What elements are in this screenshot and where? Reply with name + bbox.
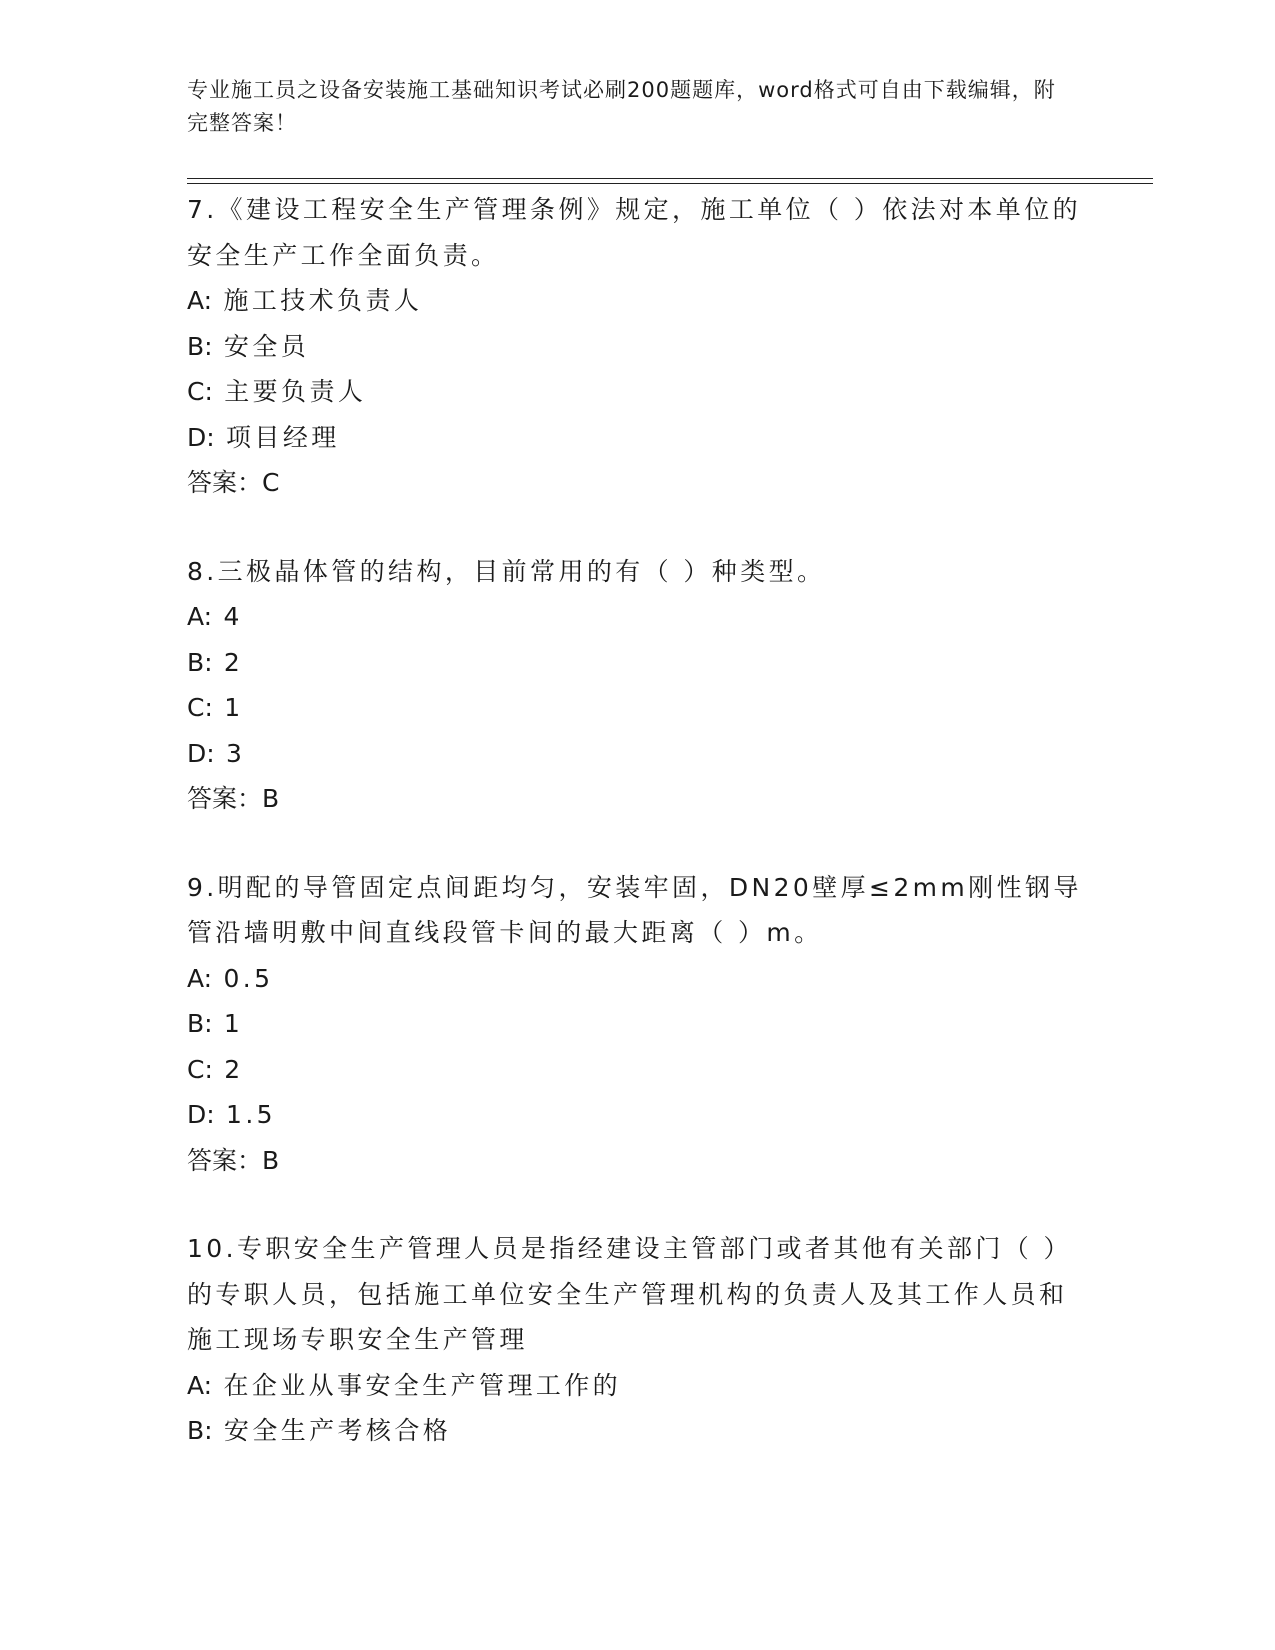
option-d (187, 1092, 1087, 1138)
option-letter: C: (187, 377, 213, 406)
question-10 (187, 1226, 1087, 1454)
question-stem: 7.《建设工程安全生产管理条例》规定，施工单位（ ）依法对本单位的安全生产工作全面负责。 (187, 195, 1082, 270)
answer-line (187, 460, 1087, 506)
option-letter: A: (187, 963, 213, 993)
option-letter: D: (187, 422, 215, 452)
option-text: 2 (212, 647, 244, 677)
option-a (187, 278, 1087, 324)
question-stem: 10.专职安全生产管理人员是指经建设主管部门或者其他有关部门（ ）的专职人员，包括施工单位安全生产管理机构的负责人及其工作人员和施工现场专职安全生产管理 (187, 1234, 1072, 1354)
option-letter: D: (187, 1100, 215, 1129)
option-c (187, 369, 1087, 415)
option-letter: A: (187, 1370, 213, 1400)
question-9 (187, 865, 1087, 1184)
option-text: 安全生产考核合格 (212, 1416, 452, 1445)
option-letter: C: (187, 693, 213, 722)
answer-value: B (262, 784, 280, 813)
option-text: 安全员 (212, 331, 310, 361)
question-stem: 9.明配的导管固定点间距均匀，安装牢固，DN20壁厚≤2mm刚性钢导管沿墙明敷中间直线段管卡间的最大距离（ ）m。 (187, 872, 1082, 947)
option-text: 项目经理 (214, 422, 340, 452)
option-text: 主要负责人 (212, 377, 367, 406)
option-letter: A: (187, 602, 213, 631)
option-text: 1.5 (214, 1100, 276, 1129)
option-text: 1 (212, 693, 244, 722)
option-text: 4 (212, 602, 243, 631)
document-header: 专业施工员之设备安装施工基础知识考试必刷200题题库，word格式可自由下载编辑，附完整答案！ (187, 78, 1056, 135)
option-text: 2 (212, 1054, 244, 1084)
option-letter: C: (187, 1054, 213, 1084)
header-rule-bottom (187, 183, 1153, 184)
option-text: 在企业从事安全生产管理工作的 (212, 1370, 622, 1400)
option-text: 施工技术负责人 (212, 286, 423, 315)
option-c (187, 1047, 1087, 1093)
answer-value: B (262, 1145, 280, 1175)
answer-label: 答案： (187, 468, 263, 497)
option-letter: B: (187, 1416, 213, 1445)
option-letter: A: (187, 286, 213, 315)
header-rule-top (187, 178, 1153, 179)
option-letter: D: (187, 738, 215, 768)
question-stem: 8.三极晶体管的结构，目前常用的有（ ）种类型。 (187, 556, 826, 586)
question-7 (187, 187, 1087, 506)
answer-line (187, 1138, 1087, 1184)
answer-label: 答案： (187, 784, 263, 813)
option-text: 3 (214, 738, 246, 768)
option-a (187, 594, 1087, 640)
option-letter: B: (187, 331, 213, 361)
question-list (187, 187, 1087, 1497)
option-a (187, 956, 1087, 1002)
option-b (187, 1408, 1087, 1454)
option-d (187, 731, 1087, 777)
option-letter: B: (187, 1009, 213, 1038)
option-b (187, 1001, 1087, 1047)
option-b (187, 640, 1087, 686)
option-text: 0.5 (212, 963, 274, 993)
option-c (187, 685, 1087, 731)
answer-value: C (262, 468, 280, 497)
question-8 (187, 549, 1087, 822)
option-b (187, 324, 1087, 370)
answer-label: 答案： (187, 1145, 263, 1175)
option-letter: B: (187, 647, 213, 677)
answer-line (187, 776, 1087, 822)
option-d (187, 415, 1087, 461)
option-a (187, 1363, 1087, 1409)
option-text: 1 (212, 1009, 244, 1038)
